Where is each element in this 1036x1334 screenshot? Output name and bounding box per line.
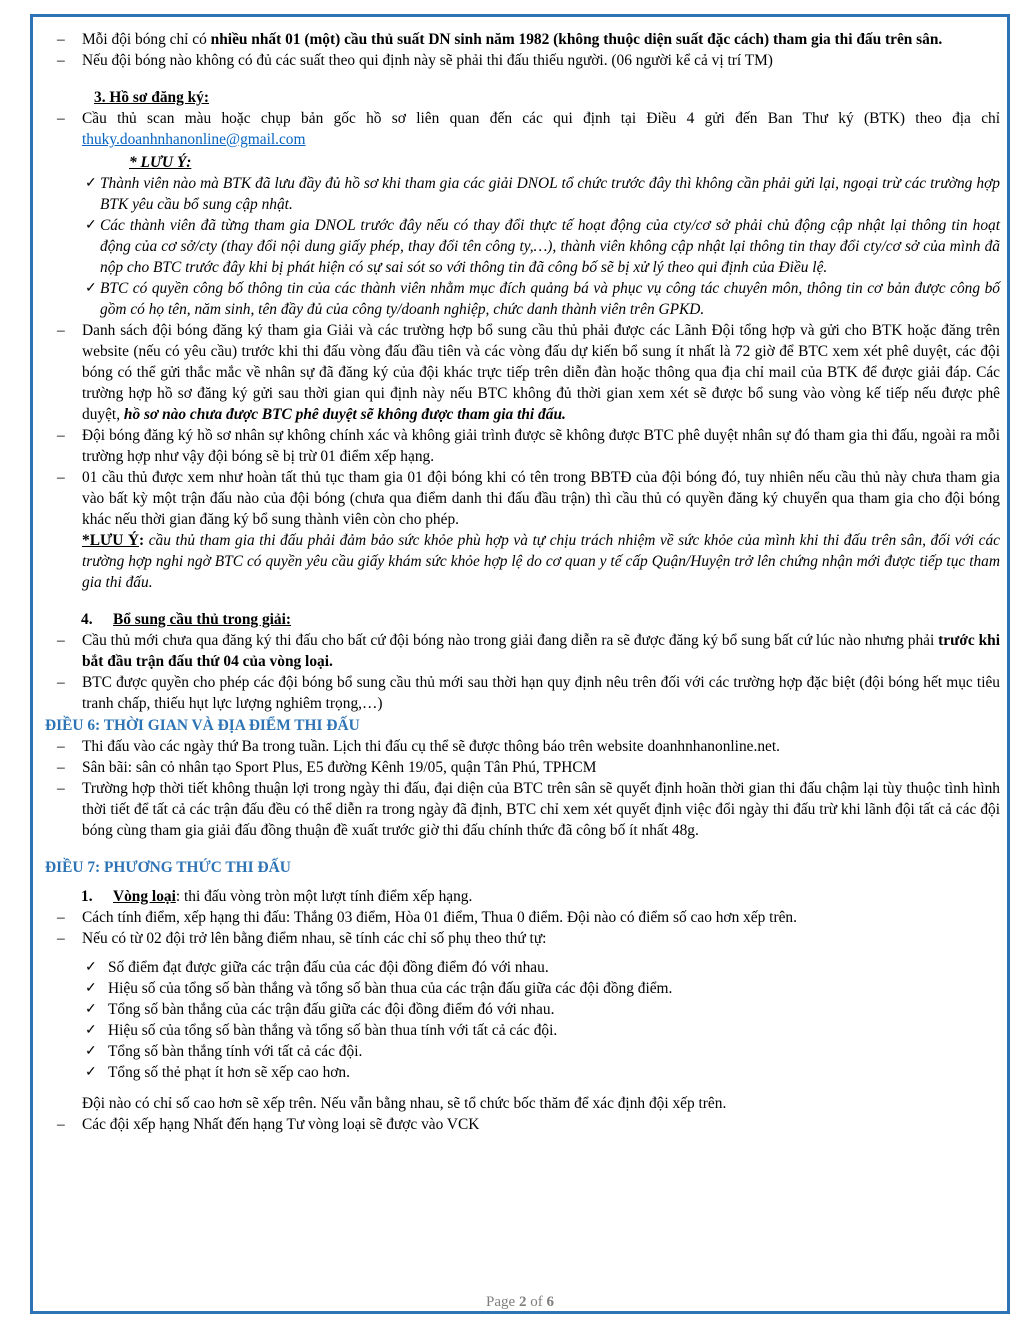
list-item: – Nếu đội bóng nào không có đủ các suất theo qui định này sẽ phải thi đấu thiếu người. (06 người kể cả vị trí TM) <box>57 52 773 69</box>
check-item <box>45 1020 1000 1041</box>
check-icon: ✓ <box>85 176 97 191</box>
email-link[interactable]: thuky.doanhnhanonline@gmail.com <box>82 131 306 148</box>
text: Các đội xếp hạng Nhất đến hạng Tư vòng loại sẽ được vào VCK <box>82 1116 480 1133</box>
section-4-title <box>45 609 1000 630</box>
text: Danh sách đội bóng đăng ký tham gia Giải và các trường hợp bổ sung cầu thủ phải được các Lãnh Đội tổng hợp và gửi cho BTK hoặc đăng trên website (nếu có yêu cầu) trước khi thi đấu vòng đấu đầu tiên và các vòng đấu dự kiến bổ sung ít nhất là 72 giờ để BTC xem xét phê duyệt, các đội bóng có thể gửi thắc mắc về nhân sự đã đăng ký của đội khác trực tiếp trên diễn đàn hoặc thông qua địa chỉ mail của BTK để được giải đáp. Các trường hợp hồ sơ đăng ký gửi sau thời gian qui định này nếu BTC không đủ thời gian xem xét sẽ được bổ sung vào vòng kế tiếp nếu được phê duyệt, <box>82 322 1000 423</box>
number: 4. <box>81 611 93 628</box>
list-item: – Cầu thủ scan màu hoặc chụp bản gốc hồ sơ liên quan đến các qui định tại Điều 4 gửi đến Ban Thư ký (BTK) theo địa chỉ thuky.doanhnhanonline@gmail.com <box>57 110 1000 148</box>
article-6-heading: ĐIỀU 6: THỜI GIAN VÀ ĐỊA ĐIỂM THI ĐẤU <box>45 717 360 734</box>
text: BTC được quyền cho phép các đội bóng bổ sung cầu thủ mới sau thời hạn quy định nêu trên đối với các trường hợp đặc biệt (đội bóng hết mục tiêu tranh chấp, thiếu hụt lực lượng nghiêm trọng,…) <box>82 674 1000 712</box>
list-item: – Danh sách đội bóng đăng ký tham gia Giải và các trường hợp bổ sung cầu thủ phải được các Lãnh Đội tổng hợp và gửi cho BTK hoặc đăng trên website (nếu có yêu cầu) trước khi thi đấu vòng đấu đầu tiên và các vòng đấu dự kiến bổ sung ít nhất là 72 giờ để BTC xem xét phê duyệt, các đội bóng có thể gửi thắc mắc về nhân sự đã đăng ký của đội khác trực tiếp trên diễn đàn hoặc thông qua địa chỉ mail của BTK để được giải đáp. Các trường hợp hồ sơ đăng ký gửi sau thời gian qui định này nếu BTC không đủ thời gian xem xét sẽ được bổ sung vào vòng kế tiếp nếu được phê duyệt, hồ sơ nào chưa được BTC phê duyệt sẽ không được tham gia thi đấu. <box>57 322 1000 423</box>
note-2 <box>45 530 1000 593</box>
list-item: – Trường hợp thời tiết không thuận lợi trong ngày thi đấu, đại diện của BTC trên sân sẽ quyết định hoãn thời gian thi đấu chậm lại tùy thuộc tình hình thời tiết để tất cả các trận đấu đều có thể diễn ra trong ngày đã định, BTC chỉ xem xét quyết định việc đổi ngày thi đấu trừ khi lãnh đội tất cả các đội bóng cùng tham gia giải đấu đồng thuận đề xuất trước giờ thi đấu chính thức đã công bố ít nhất 48g. <box>57 780 1000 839</box>
check-icon: ✓ <box>85 218 97 233</box>
check-item <box>45 978 1000 999</box>
page-number: 2 <box>518 1294 527 1310</box>
page-footer <box>33 1294 1007 1311</box>
text: Các thành viên đã từng tham gia DNOL trước đây nếu có thay đổi thực tế hoạt động của cty/cơ sở phải chủ động cập nhật lại thông tin hoạt động của cơ sở/cty (thay đổi nội dung giấy phép, thay đổi tên công ty,…), thành viên không cập nhật lại thông tin thay đổi cty/cơ sở của mình đã nộp cho BTC trước đây khi bị phát hiện có sự sai sót so với thông tin đã công bố sẽ bị xử lý theo qui định của Điều lệ. <box>100 217 1000 276</box>
subsection-title <box>45 886 1000 907</box>
list-item: – Cầu thủ mới chưa qua đăng ký thi đấu cho bất cứ đội bóng nào trong giải đang diễn ra sẽ được đăng ký bổ sung bất cứ lúc nào nhưng phải trước khi bắt đầu trận đấu thứ 04 của vòng loại. <box>57 632 1000 670</box>
check-icon: ✓ <box>85 1002 97 1017</box>
text: cầu thủ tham gia thi đấu phải đảm bảo sức khỏe phù hợp và tự chịu trách nhiệm về sức khỏe của mình khi thi đấu trên sân, đối với các trường hợp nghi ngờ BTC có quyền yêu cầu giấy khám sức khỏe hợp lệ do cơ quan y tế cấp Quận/Huyện trở lên chứng nhận mới được tiếp tục tham gia thi đấu. <box>82 532 1000 591</box>
check-item <box>45 173 1000 215</box>
text: 01 cầu thủ được xem như hoàn tất thủ tục tham gia 01 đội bóng khi có tên trong BBTĐ của đội bóng đó, tuy nhiên nếu cầu thủ này chưa tham gia vào bất kỳ một trận đấu nào của đội bóng (chưa qua điểm danh thi đấu đầu trận) thì cầu thủ có quyền đăng ký chuyển qua tham gia cho đội bóng khác nếu thời gian đăng ký bổ sung thành viên còn cho phép. <box>82 469 1000 528</box>
list-item: – Thi đấu vào các ngày thứ Ba trong tuần. Lịch thi đấu cụ thể sẽ được thông báo trên website doanhnhanonline.net. <box>57 738 780 755</box>
check-icon: ✓ <box>85 1044 97 1059</box>
check-icon: ✓ <box>85 1065 97 1080</box>
bold-text: nhiều nhất 01 (một) cầu thủ suất DN sinh năm 1982 (không thuộc diện suất đặc cách) tham gia thi đấu trên sân. <box>210 31 943 48</box>
heading: Bổ sung cầu thủ trong giải: <box>113 611 292 628</box>
list-item: – Mỗi đội bóng chỉ có nhiều nhất 01 (một) cầu thủ suất DN sinh năm 1982 (không thuộc diện suất đặc cách) tham gia thi đấu trên sân. <box>57 31 943 48</box>
text: Nếu có từ 02 đội trở lên bằng điểm nhau, sẽ tính các chỉ số phụ theo thứ tự: <box>82 930 547 947</box>
text: : thi đấu vòng tròn một lượt tính điểm xếp hạng. <box>175 888 473 905</box>
heading: * LƯU Ý: <box>129 154 192 171</box>
text: Tổng số bàn thắng của các trận đấu giữa các đội đồng điểm đó với nhau. <box>108 1001 555 1018</box>
text: BTC có quyền công bố thông tin của các thành viên nhằm mục đích quảng bá và phục vụ công tác chuyên môn, thông tin cơ bản được công bố gồm có họ tên, năm sinh, tên đầy đủ của công ty/doanh nghiệp, chức danh thành viên trên GPKD. <box>100 280 1000 318</box>
check-item <box>45 999 1000 1020</box>
check-item <box>45 215 1000 278</box>
text: Cầu thủ scan màu hoặc chụp bản gốc hồ sơ liên quan đến các qui định tại Điều 4 gửi đến Ban Thư ký (BTK) theo địa chỉ <box>82 110 1000 127</box>
text: Thi đấu vào các ngày thứ Ba trong tuần. Lịch thi đấu cụ thể sẽ được thông báo trên website doanhnhanonline.net. <box>82 738 780 755</box>
bold-italic-text: hồ sơ nào chưa được BTC phê duyệt sẽ không được tham gia thi đấu. <box>123 406 566 423</box>
note-label: *LƯU Ý <box>82 532 139 549</box>
check-icon: ✓ <box>85 1023 97 1038</box>
text: Hiệu số của tổng số bàn thắng và tổng số bàn thua tính với tất cả các đội. <box>108 1022 558 1039</box>
paragraph: Đội nào có chỉ số cao hơn sẽ xếp trên. Nếu vẫn bằng nhau, sẽ tổ chức bốc thăm để xác định đội xếp trên. <box>82 1095 727 1112</box>
check-item <box>45 278 1000 320</box>
heading: Vòng loại <box>113 888 176 905</box>
text: Tổng số bàn thắng tính với tất cả các đội. <box>108 1043 363 1060</box>
list-item: – Nếu có từ 02 đội trở lên bằng điểm nhau, sẽ tính các chỉ số phụ theo thứ tự: <box>57 930 547 947</box>
note-colon: : <box>139 532 145 549</box>
list-item: – BTC được quyền cho phép các đội bóng bổ sung cầu thủ mới sau thời hạn quy định nêu trên đối với các trường hợp đặc biệt (đội bóng hết mục tiêu tranh chấp, thiếu hụt lực lượng nghiêm trọng,…) <box>57 674 1000 712</box>
article-7-heading: ĐIỀU 7: PHƯƠNG THỨC THI ĐẤU <box>45 859 291 876</box>
section-3-title <box>45 87 1000 108</box>
text: Hiệu số của tổng số bàn thắng và tổng số bàn thua của các trận đấu giữa các đội đồng điểm. <box>108 980 673 997</box>
text: Cầu thủ mới chưa qua đăng ký thi đấu cho bất cứ đội bóng nào trong giải đang diễn ra sẽ được đăng ký bổ sung bất cứ lúc nào nhưng phải <box>82 632 939 649</box>
list-item: – 01 cầu thủ được xem như hoàn tất thủ tục tham gia 01 đội bóng khi có tên trong BBTĐ của đội bóng đó, tuy nhiên nếu cầu thủ này chưa tham gia vào bất kỳ một trận đấu nào của đội bóng (chưa qua điểm danh thi đấu đầu trận) thì cầu thủ có quyền đăng ký chuyển qua tham gia cho đội bóng khác nếu thời gian đăng ký bổ sung thành viên còn cho phép. <box>57 469 1000 528</box>
number: 1. <box>81 888 93 905</box>
note-title <box>45 152 1000 173</box>
document-body <box>45 29 1000 1135</box>
check-icon: ✓ <box>85 960 97 975</box>
text: Cách tính điểm, xếp hạng thi đấu: Thắng 03 điểm, Hòa 01 điểm, Thua 0 điểm. Đội nào có điểm số cao hơn xếp trên. <box>82 909 797 926</box>
check-icon: ✓ <box>85 981 97 996</box>
text: Đội bóng đăng ký hồ sơ nhân sự không chính xác và không giải trình được sẽ không được BTC phê duyệt nhân sự đó tham gia thi đấu, ngoài ra mỗi trường hợp như vậy đội bóng sẽ bị trừ 01 điểm xếp hạng. <box>82 427 1000 465</box>
text: Mỗi đội bóng chỉ có <box>82 31 211 48</box>
check-item <box>45 1062 1000 1083</box>
page-frame <box>30 14 1010 1314</box>
text: Số điểm đạt được giữa các trận đấu của các đội đồng điểm đó với nhau. <box>108 959 549 976</box>
text: Nếu đội bóng nào không có đủ các suất theo qui định này sẽ phải thi đấu thiếu người. (06 người kể cả vị trí TM) <box>82 52 773 69</box>
footer-of-word: of <box>530 1294 543 1310</box>
check-item <box>45 957 1000 978</box>
check-icon: ✓ <box>85 281 97 296</box>
list-item: – Sân bãi: sân cỏ nhân tạo Sport Plus, E5 đường Kênh 19/05, quận Tân Phú, TPHCM <box>57 759 597 776</box>
footer-page-word: Page <box>486 1294 516 1310</box>
text: Trường hợp thời tiết không thuận lợi trong ngày thi đấu, đại diện của BTC trên sân sẽ quyết định hoãn thời gian thi đấu chậm lại tùy thuộc tình hình thời tiết để tất cả các trận đấu đều có thể diễn ra trong ngày đã định, BTC chỉ xem xét quyết định việc đổi ngày thi đấu trừ khi lãnh đội tất cả các đội bóng cùng tham gia giải đấu đồng thuận đề xuất trước giờ thi đấu chính thức đã công bố ít nhất 48g. <box>82 780 1000 839</box>
bold-text: trước khi bắt đầu trận đấu thứ 04 của vòng loại. <box>82 632 1000 670</box>
list-item: – Cách tính điểm, xếp hạng thi đấu: Thắng 03 điểm, Hòa 01 điểm, Thua 0 điểm. Đội nào có điểm số cao hơn xếp trên. <box>57 909 797 926</box>
list-item: – Các đội xếp hạng Nhất đến hạng Tư vòng loại sẽ được vào VCK <box>57 1116 480 1133</box>
page-total: 6 <box>546 1294 554 1310</box>
check-item <box>45 1041 1000 1062</box>
heading: 3. Hồ sơ đăng ký: <box>94 89 210 106</box>
list-item: – Đội bóng đăng ký hồ sơ nhân sự không chính xác và không giải trình được sẽ không được BTC phê duyệt nhân sự đó tham gia thi đấu, ngoài ra mỗi trường hợp như vậy đội bóng sẽ bị trừ 01 điểm xếp hạng. <box>57 427 1000 465</box>
text: Tổng số thẻ phạt ít hơn sẽ xếp cao hơn. <box>108 1064 350 1081</box>
text: Sân bãi: sân cỏ nhân tạo Sport Plus, E5 đường Kênh 19/05, quận Tân Phú, TPHCM <box>82 759 597 776</box>
text: Thành viên nào mà BTK đã lưu đầy đủ hồ sơ khi tham gia các giải DNOL tổ chức trước đây thì không cần phải gửi lại, ngoại trừ các trường hợp BTK yêu cầu bổ sung cập nhật. <box>100 175 1000 213</box>
